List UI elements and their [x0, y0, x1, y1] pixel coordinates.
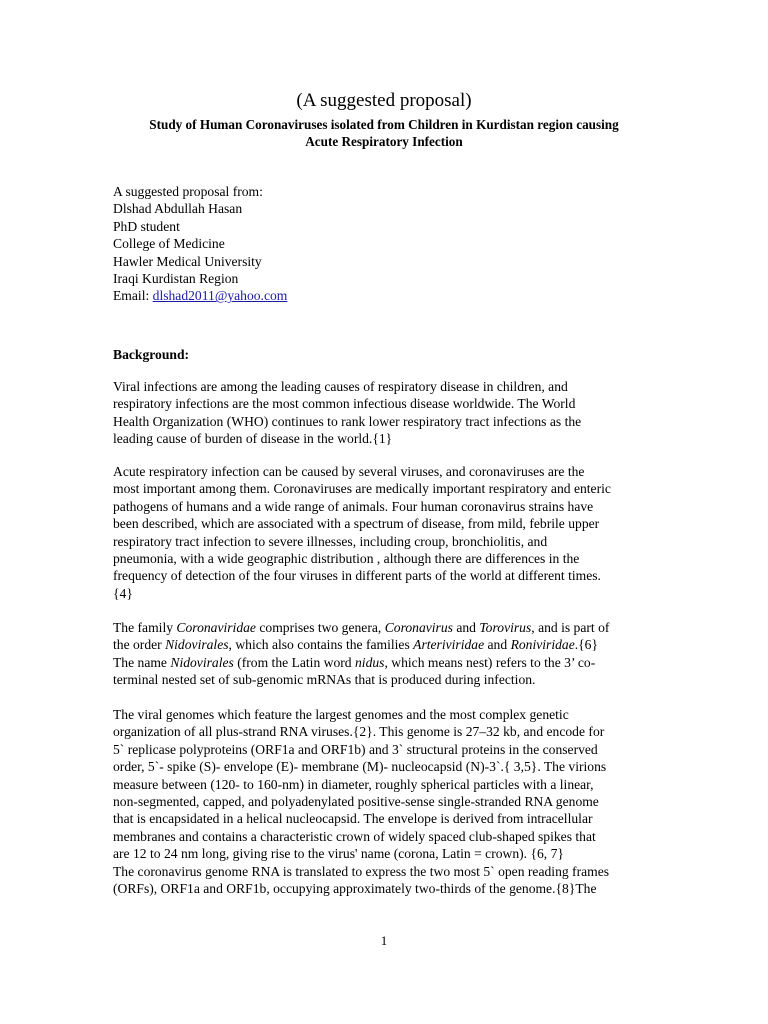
text-line: (ORFs), ORF1a and ORF1b, occupying approximately two-thirds of the genome.{8}The: [113, 881, 597, 897]
text-line: Acute respiratory infection can be caused by several viruses, and coronaviruses are the: [113, 464, 585, 479]
text-run: , which also contains the families: [228, 637, 414, 653]
text-run: (from the Latin word: [233, 654, 355, 670]
text-line: Health Organization (WHO) continues to rank lower respiratory tract infections as the: [113, 413, 582, 429]
text-line: been described, which are associated with a spectrum of disease, from mild, febrile upper: [113, 516, 600, 532]
text-line: organization of all plus-strand RNA viruses.{2}. This genome is 27–32 kb, and encode for: [113, 724, 605, 740]
author-block: [113, 183, 663, 305]
author-name: Dlshad Abdullah Hasan: [113, 201, 243, 217]
text-line: that is encapsidated in a helical nucleocapsid. The envelope is derived from intracellular: [113, 811, 593, 827]
author-email-line: [113, 287, 663, 304]
text-line: [113, 619, 663, 636]
text-line: 5` replicase polyproteins (ORF1a and ORF1b) and 3` structural proteins in the conserved: [113, 741, 598, 757]
italic-term: nidus: [355, 654, 385, 670]
text-line: non-segmented, capped, and polyadenylated positive-sense single-stranded RNA genome: [113, 794, 599, 810]
author-university: Hawler Medical University: [113, 253, 262, 269]
text-line: respiratory infections are the most common infectious disease worldwide. The World: [113, 396, 576, 412]
paragraph-3: [113, 619, 663, 689]
text-line: Viral infections are among the leading causes of respiratory disease in children, and: [113, 379, 568, 394]
text-line: [113, 636, 663, 653]
paragraph-4: [113, 706, 663, 897]
author-college: College of Medicine: [113, 236, 225, 252]
italic-term: Nidovirales: [165, 637, 229, 653]
text-line: frequency of detection of the four viruses in different parts of the world at different times.: [113, 568, 601, 584]
subtitle-line: Acute Respiratory Infection: [305, 134, 463, 149]
text-line: terminal nested set of sub-genomic mRNAs that is produced during infection.: [113, 672, 536, 688]
text-line: order, 5`- spike (S)- envelope (E)- membrane (M)- nucleocapsid (N)-3`.{ 3,5}. The virions: [113, 759, 607, 775]
italic-term: Coronaviridae: [176, 620, 256, 635]
text-run: and: [452, 620, 480, 635]
text-line: respiratory tract infection to severe illnesses, including croup, bronchiolitis, and: [113, 533, 548, 549]
paragraph-1: [113, 378, 663, 448]
paragraph-2: [113, 463, 663, 602]
text-run: , which means nest) refers to the 3’ co-: [384, 654, 596, 670]
text-line: are 12 to 24 nm long, giving rise to the virus' name (corona, Latin = crown). {6, 7}: [113, 846, 564, 862]
background-heading: Background:: [113, 347, 190, 362]
text-run: , and is part of: [531, 620, 610, 635]
text-line: [113, 654, 663, 671]
text-line: most important among them. Coronaviruses are medically important respiratory and enteric: [113, 481, 611, 497]
text-line: membranes and contains a characteristic crown of widely spaced club-shaped spikes that: [113, 828, 596, 844]
author-region: Iraqi Kurdistan Region: [113, 271, 239, 287]
text-run: and: [484, 637, 511, 653]
text-line: The coronavirus genome RNA is translated to express the two most 5` open reading frames: [113, 863, 610, 879]
document-subtitle: [100, 116, 668, 150]
text-run: comprises two genera,: [255, 620, 385, 635]
text-run: .{6}: [574, 637, 598, 653]
text-run: The name: [113, 654, 171, 670]
italic-term: Roniviridae: [510, 637, 575, 653]
italic-term: Arteriviridae: [413, 637, 485, 653]
italic-term: Nidovirales: [170, 654, 234, 670]
italic-term: Torovirus: [479, 620, 532, 635]
text-line: leading cause of burden of disease in the world.{1}: [113, 431, 393, 447]
italic-term: Coronavirus: [384, 620, 453, 635]
text-line: pneumonia, with a wide geographic distribution , although there are differences in the: [113, 551, 580, 567]
text-line: pathogens of humans and a wide range of animals. Four human coronavirus strains have: [113, 498, 594, 514]
author-position: PhD student: [113, 218, 180, 234]
text-run: the order: [113, 637, 166, 653]
document-title: (A suggested proposal): [296, 90, 472, 111]
text-run: The family: [113, 620, 177, 635]
text-line: The viral genomes which feature the largest genomes and the most complex genetic: [113, 707, 569, 722]
email-link[interactable]: dlshad2011@yahoo.com: [152, 288, 288, 304]
subtitle-line: Study of Human Coronaviruses isolated from Children in Kurdistan region causing: [149, 117, 619, 132]
page-number: 1: [380, 933, 388, 948]
email-label: Email:: [113, 288, 153, 304]
text-line: measure between (120- to 160-nm) in diameter, roughly spherical particles with a linear,: [113, 776, 594, 792]
text-line: {4}: [113, 585, 133, 601]
author-intro: A suggested proposal from:: [113, 184, 263, 199]
